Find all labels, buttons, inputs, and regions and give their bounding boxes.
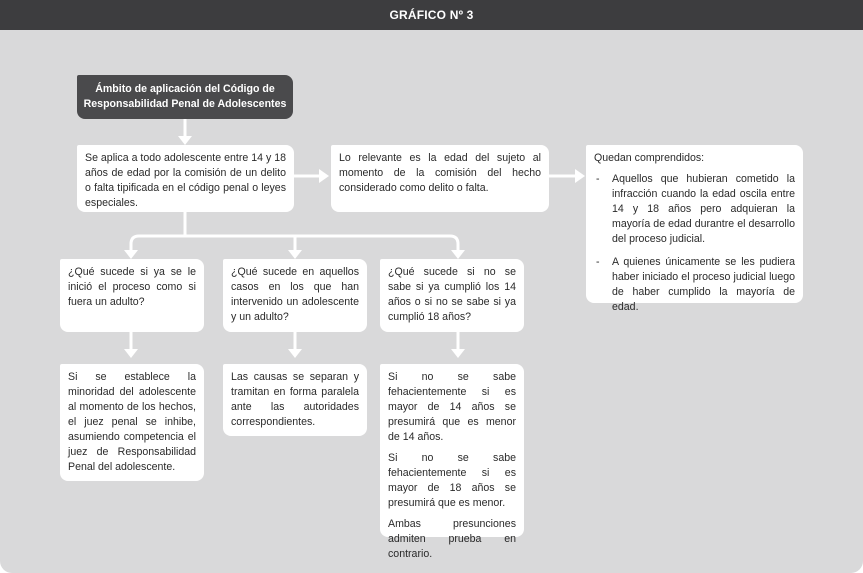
question-text: ¿Qué sucede en aquellos casos en los que han intervenido un adolescente y un adulto? [231, 266, 359, 323]
scope-title-line1: Ámbito de aplicación del Código de [95, 83, 275, 95]
figure-title: GRÁFICO Nº 3 [389, 8, 474, 22]
arrowhead-scope-to-relevant [319, 169, 329, 183]
question-box-adult-process [60, 259, 204, 332]
answer-box-mixed-cases [223, 364, 367, 436]
question-text: ¿Qué sucede si no se sabe si ya cumplió los 14 años o si no se sabe si ya cumplió 18 años? [388, 266, 516, 323]
included-item: - Aquellos que hubieran cometido la infracción cuando la edad oscila entre 14 y 18 años pero adquieran la mayoría de edad durantre el desarrollo del proceso judicial. [596, 173, 795, 245]
answer-box-adult-process [60, 364, 204, 481]
answer-text: Las causas se separan y tramitan en forma paralela ante las autoridades correspondientes. [231, 371, 359, 428]
arrowhead-title-to-scope [178, 136, 192, 145]
included-item-text: Aquellos que hubieran cometido la infracción cuando la edad oscila entre 14 y 18 años pero adquieran la mayoría de edad durantre el desarrollo del proceso judicial. [612, 173, 795, 245]
arrowhead-to-q1 [124, 250, 138, 259]
relevant-age-text: Lo relevante es la edad del sujeto al momento de la comisión del hecho considerado como delito o falta. [339, 152, 541, 194]
arrowhead-to-a2 [288, 349, 302, 358]
question-box-mixed-cases [223, 259, 367, 332]
included-item: - A quienes únicamente se les pudiera haber iniciado el proceso judicial luego de haber cumplido la mayoría de edad. [596, 256, 795, 313]
arrowhead-to-q3 [451, 250, 465, 259]
answer-paragraph: Ambas presunciones admiten prueba en contrario. [388, 518, 516, 560]
arrowhead-to-q2 [288, 250, 302, 259]
arrowhead-relevant-to-included [575, 169, 585, 183]
answer-paragraph: Si no se sabe fehacientemente si es mayor de 14 años se presumirá que es menor de 14 años. [388, 371, 516, 443]
answer-text: Si se establece la minoridad del adolescente al momento de los hechos, el juez penal se inhibe, asumiendo competencia el juez de Responsabilidad Penal del adolescente. [68, 371, 196, 473]
relevant-age-box [331, 145, 549, 212]
arrowhead-to-a1 [124, 349, 138, 358]
answer-paragraph: Si no se sabe fehacientemente si es mayor de 18 años se presumirá que es menor. [388, 452, 516, 509]
question-box-unknown-age [380, 259, 524, 332]
scope-box [77, 145, 294, 212]
included-box [586, 145, 803, 313]
included-item-text: A quienes únicamente se les pudiera haber iniciado el proceso judicial luego de haber cumplido la mayoría de edad. [612, 256, 795, 313]
scope-title-box [77, 75, 293, 119]
included-list [594, 172, 795, 315]
answer-box-unknown-age [380, 364, 524, 560]
scope-title-line2: Responsabilidad Penal de Adolescentes [83, 98, 287, 110]
scope-text: Se aplica a todo adolescente entre 14 y 18 años de edad por la comisión de un delito o falta tipificada en el código penal o leyes especiales. [85, 152, 286, 209]
question-text: ¿Qué sucede si ya se le inició el proceso como si fuera un adulto? [68, 266, 196, 308]
included-heading: Quedan comprendidos: [594, 152, 705, 164]
arrowhead-to-a3 [451, 349, 465, 358]
